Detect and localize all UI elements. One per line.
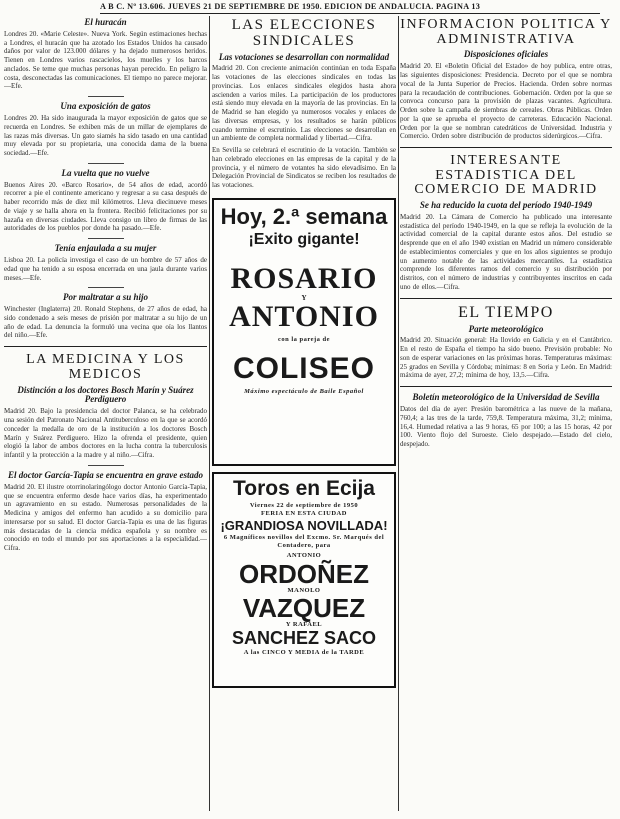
page-header: A B C. Nº 13.606. JUEVES 21 DE SEPTIEMBRE DE 1950. EDICION DE ANDALUCIA. PAGINA 13 xyxy=(100,2,600,14)
article-body: En Sevilla se celebrará el escrutinio de la votación. También se han celebrado elecciones en las empresas de la capital y de la provincia, y el número de votantes ha sido elevadísimo. En la Delegación Provincial de Sindicatos se reciben los resultados de las votaciones. xyxy=(212,146,396,190)
article-body: Madrid 20. Situación general: Ha llovido en Galicia y en el Cantábrico. En el resto de España el tiempo ha sido bueno. Previsión probable: No son de esperar variaciones en las próximas horas. Temperaturas máximas: 25 grados en Sevilla y Córdoba; mínimas: 8 en Soria y León. En Madrid: máxima de ayer, 27,2; mínima de hoy, 13,5.—Cifra. xyxy=(400,336,612,380)
divider xyxy=(88,287,124,288)
headline: Tenía enjaulada a su mujer xyxy=(54,243,157,254)
article-body: Londres 20. «Marie Celeste». Nueva York. Según estimaciones hechas a Londres, el huracán que ha azotado los Estados Unidos ha causado daños por valor de 123.000 dólares y ha dejado numerosos heridos. Tienen en Londres varios rascacielos, los muelles y los barcos anclados. Se teme que muchas personas hayan perecido. En peligro la costa, desconectadas las comunicaciones. El tiempo no parece mejorar.—Efe. xyxy=(4,29,207,91)
article-body: Madrid 20. Bajo la presidencia del doctor Palanca, se ha celebrado una sesión del Patronato Nacional Antituberculoso en la que se acordó conceder la medalla de oro de la institución a los doctores Bosch Marín y Suárez Perdiguero. Hizo la ofrenda el presidente, quien elogió la labor de ambos doctores en la lucha contra la tuberculosis infantil y la protección a la madre y al niño.—Cifra. xyxy=(4,407,207,460)
article-body: Buenos Aires 20. «Barco Rosario», de 54 años de edad, acordó recorrer a pie el continente americano y regresar a su casa después de haber recorrido más de diez mil kilómetros. Lleva diecinueve meses de viaje y se halla ahora en la frontera. Recibió felicitaciones por su hazaña en diversas ciudades. Lleva consigo un libro de firmas de las autoridades de los pueblos por donde ha pasado.—Efe. xyxy=(4,180,207,233)
ad-date: Viernes 22 de septiembre de 1950 xyxy=(249,501,359,509)
ad-artist-name: ANTONIO xyxy=(229,299,379,333)
headline: Boletín meteorológico de la Universidad de Sevilla xyxy=(412,392,600,403)
section-rule xyxy=(400,298,612,299)
cinema-advertisement xyxy=(212,198,396,466)
article-body: Madrid 20. Con creciente animación continúan en toda España las votaciones de las elecciones sindicales en todas las provincias. Los enlaces sindicales elegidos hasta ahora ascienden a varios miles. La participación de los productores está siendo muy elevada en la mayoría de las provincias. En la de Madrid se han elegido ya numerosos vocales y enlaces de las diversas empresas, y los resultados se harán públicos cuando termine el escrutinio. Las elecciones se desarrollan en un ambiente de completa normalidad y libertad.—Cifra. xyxy=(212,64,396,143)
section-title: LA MEDICINA Y LOS MEDICOS xyxy=(26,352,185,382)
ad-text: FERIA EN ESTA CIUDAD xyxy=(261,510,347,518)
ad-time: A las CINCO Y MEDIA de la TARDE xyxy=(243,648,365,656)
ad-text: MANOLO xyxy=(287,586,321,594)
article-body: Madrid 20. El «Boletín Oficial del Estado» de hoy publica, entre otras, las siguientes disposiciones: Presidencia. Decreto por el que se nombra vocal de la Junta Superior de Precios. Hacienda. Orden sobre normas para la recaudación de contribuciones. Gobernación. Orden por la que se convoca concurso para la provisión de plazas vacantes. Agricultura. Orden sobre la campaña de siembras de cereales. Obras Públicas. Orden por la que se aprueba el proyecto de carreteras. Educación Nacional. Orden por la que se nombran catedráticos de Universidad. Industria y Comercio. Orden sobre distribución de productos siderúrgicos.—Cifra. xyxy=(400,62,612,141)
section-rule xyxy=(4,346,207,347)
divider xyxy=(88,238,124,239)
ad-bullfighter-name: ORDOÑEZ xyxy=(239,558,369,589)
article-body: Winchester (Inglaterra) 20. Ronald Stephens, de 27 años de edad, ha sido condenado a seis meses de prisión por maltratar a su hijo de un año de edad. La denuncia la formuló una vecina que oía los llantos del niño.—Efe. xyxy=(4,305,207,340)
column-right xyxy=(400,16,612,813)
ad-text: ANTONIO xyxy=(286,552,322,560)
headline: Disposiciones oficiales xyxy=(463,49,549,60)
divider xyxy=(88,96,124,97)
headline: El huracán xyxy=(84,17,127,27)
headline: Parte meteorológico xyxy=(468,323,544,334)
article-body: Datos del día de ayer: Presión barométrica a las nueve de la mañana, 760,4; a las tres de la tarde, 759,8. Temperatura máxima, 31,2; mínima, 16,4. Humedad relativa a las 9 horas, 65 por 100; a las 15 horas, 42 por 100. Viento flojo del Suroeste. Cielo despejado.—Estado del cielo, despejado. xyxy=(400,405,612,449)
article-body: Madrid 20. El ilustre otorrinolaringólogo doctor Antonio García-Tapia, que se encuentra enfermo desde hace varios días, ha experimentado un agravamiento en su estado. Numerosas personalidades de la Medicina y amigos del enfermo han acudido a su domicilio para interesarse por su salud. El doctor García-Tapia es una de las figuras más destacadas de la ciencia médica española y su nombre es conocido en todo el mundo por sus aportaciones a la especialidad.—Cifra. xyxy=(4,482,207,552)
ad-conjunction: Y xyxy=(301,293,307,302)
ad-artist-name: ROSARIO xyxy=(230,261,378,295)
section-title: INFORMACION POLITICA Y ADMINISTRATIVA xyxy=(400,17,612,47)
ad-tagline: Máximo espectáculo de Baile Español xyxy=(244,388,364,396)
ad-subheadline: ¡Exito gigante! xyxy=(248,230,360,248)
column-rule xyxy=(209,16,210,811)
column-middle xyxy=(212,16,396,813)
headline: El doctor García-Tapia se encuentra en grave estado xyxy=(8,469,203,480)
section-rule xyxy=(400,386,612,387)
ad-text: Y RAFAEL xyxy=(285,620,323,628)
article-body: Madrid 20. La Cámara de Comercio ha publicado una interesante estadística del período 1940-1949, en la que se refleja la evolución de la actividad comercial de la capital durante estos años. Del estudio se desprende que en el año 1940 existían en Madrid un número considerable de establecimientos comerciales y que en los años siguientes se produjo un aumento notable de las actividades mercantiles. La estadística comprende los diferentes ramos del comercio y su distribución por distritos, con el número de industrias y contribuyentes inscritos en cada uno de ellos.—Cifra. xyxy=(400,212,612,291)
headline: La vuelta que no vuelve xyxy=(61,167,150,178)
column-rule xyxy=(398,16,399,811)
headline: Las votaciones se desarrollan con normalidad xyxy=(218,51,390,62)
section-title: EL TIEMPO xyxy=(458,303,554,321)
divider xyxy=(88,465,124,466)
headline: Distinción a los doctores Bosch Marín y Suárez Perdiguero xyxy=(17,384,194,405)
ad-headline: Toros en Ecija xyxy=(233,476,375,500)
ad-bullfighter-name: VAZQUEZ xyxy=(242,592,366,623)
ad-text: 6 Magníficos novillos del Excmo. Sr. Marqués del Contadero, para xyxy=(223,534,385,550)
section-title: INTERESANTE ESTADISTICA DEL COMERCIO DE MADRID xyxy=(414,153,598,198)
divider xyxy=(88,163,124,164)
section-title: LAS ELECCIONES SINDICALES xyxy=(231,17,377,49)
column-left xyxy=(4,16,207,813)
headline: Por maltratar a su hijo xyxy=(62,292,149,303)
article-body: Londres 20. Ha sido inaugurada la mayor exposición de gatos que se recuerda en Londres. Se exhiben más de un millar de ejemplares de las razas más diversas. Un gato siamés ha sido tasado en una cantidad muy elevada por su propietaria, una conocida dama de la buena sociedad.—Efe. xyxy=(4,114,207,158)
ad-headline: Hoy, 2.ª semana xyxy=(220,203,388,229)
headline: Se ha reducido la cuota del período 1940-1949 xyxy=(419,200,593,211)
ad-text: con la pareja de xyxy=(277,335,331,343)
ad-subheadline: ¡GRANDIOSA NOVILLADA! xyxy=(220,518,388,534)
bullfight-advertisement xyxy=(212,472,396,688)
article-body: Lisboa 20. La policía investiga el caso de un hombre de 57 años de edad que ha tenido a su esposa encerrada en una jaula durante varios meses.—Efe. xyxy=(4,256,207,282)
headline: Una exposición de gatos xyxy=(60,101,151,112)
ad-venue: COLISEO xyxy=(232,352,375,386)
ad-bullfighter-name: SANCHEZ SACO xyxy=(231,627,376,648)
section-rule xyxy=(400,147,612,148)
